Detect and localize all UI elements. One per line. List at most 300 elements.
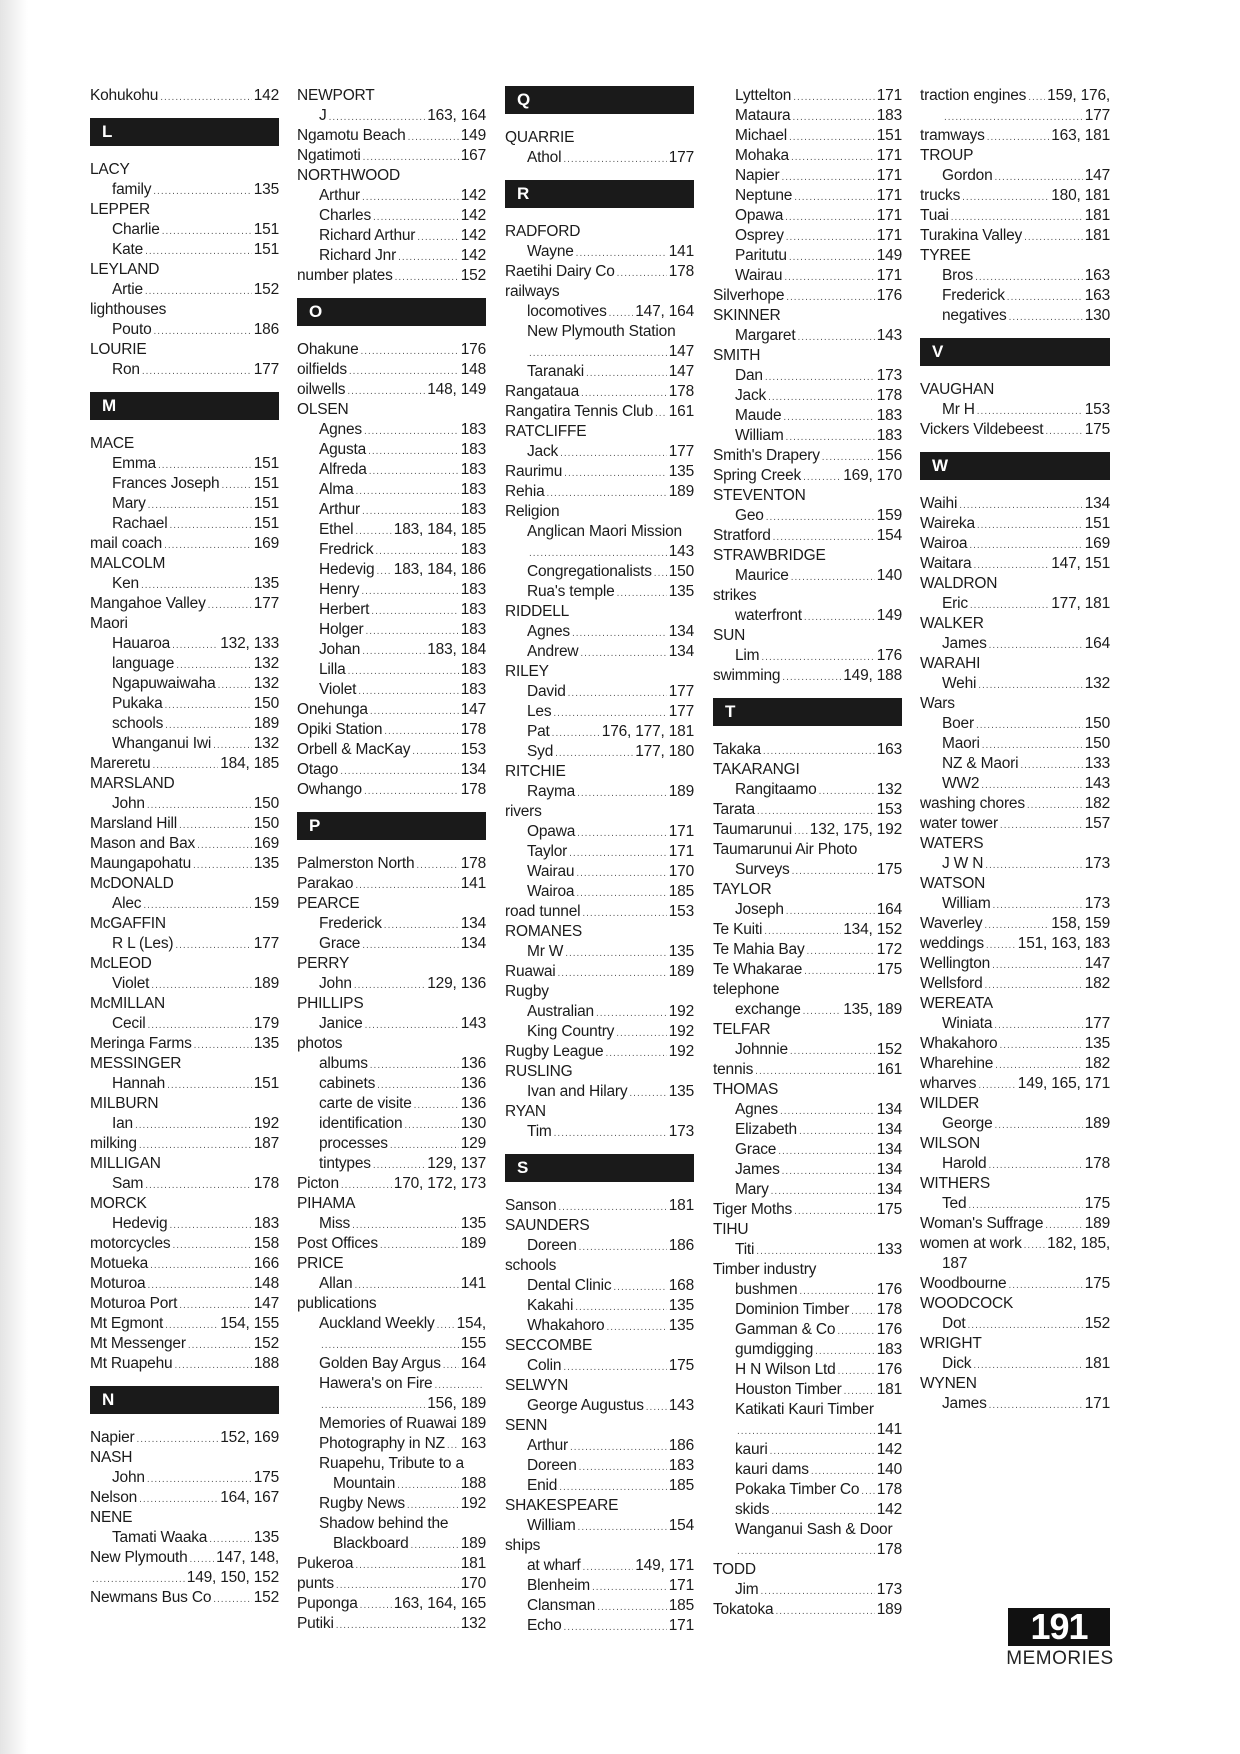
index-entry bbox=[920, 994, 1110, 1014]
entry-label: New Plymouth Station bbox=[527, 323, 676, 340]
entry-label: Newmans Bus Co bbox=[90, 1589, 212, 1606]
dot-leader bbox=[778, 1142, 875, 1162]
index-entry bbox=[713, 586, 902, 606]
dot-leader bbox=[1045, 1216, 1082, 1236]
page-reference: 134 bbox=[876, 1161, 902, 1178]
index-subentry bbox=[297, 580, 486, 600]
dot-leader bbox=[355, 522, 391, 542]
dot-leader bbox=[976, 716, 1083, 736]
dot-leader bbox=[995, 1116, 1083, 1136]
index-subentry bbox=[505, 822, 694, 842]
entry-label: Dick bbox=[942, 1355, 972, 1372]
dot-leader bbox=[552, 724, 600, 744]
index-subentry bbox=[713, 426, 902, 446]
entry-label: Athol bbox=[527, 149, 562, 166]
entry-label: oilfields bbox=[297, 361, 347, 378]
entry-label: Rugby News bbox=[319, 1495, 405, 1512]
index-entry bbox=[505, 1496, 694, 1516]
page-reference: 163 bbox=[460, 1435, 486, 1452]
dot-leader bbox=[803, 468, 841, 488]
entry-label: Richard Arthur bbox=[319, 227, 416, 244]
entry-label: Mary bbox=[112, 495, 146, 512]
dot-leader bbox=[321, 1336, 459, 1356]
dot-leader bbox=[152, 756, 218, 776]
page-reference: 150 bbox=[253, 815, 279, 832]
dot-leader bbox=[995, 1056, 1083, 1076]
entry-label: punts bbox=[297, 1575, 334, 1592]
dot-leader bbox=[580, 644, 666, 664]
entry-label: kauri dams bbox=[735, 1461, 809, 1478]
page-reference: 183 bbox=[876, 107, 902, 124]
index-subentry bbox=[297, 440, 486, 460]
index-entry bbox=[90, 1154, 279, 1174]
entry-label: OLSEN bbox=[297, 401, 349, 418]
entry-label: Kohukohu bbox=[90, 87, 159, 104]
index-entry bbox=[90, 1508, 279, 1528]
dot-leader bbox=[553, 704, 666, 724]
dot-leader bbox=[147, 1016, 251, 1036]
index-subentry bbox=[920, 1194, 1110, 1214]
entry-label: oilwells bbox=[297, 381, 346, 398]
dot-leader bbox=[792, 862, 875, 882]
index-entry bbox=[920, 974, 1110, 994]
entry-label: albums bbox=[319, 1055, 368, 1072]
index-entry bbox=[920, 186, 1110, 206]
page-reference: 150 bbox=[1084, 735, 1110, 752]
page-reference: 177 bbox=[1084, 107, 1110, 124]
dot-leader bbox=[782, 668, 841, 688]
dot-leader bbox=[154, 322, 252, 342]
dot-leader bbox=[771, 1182, 875, 1202]
dot-leader bbox=[347, 382, 425, 402]
page-reference: 149, 171 bbox=[635, 1557, 694, 1574]
entry-label: Neptune bbox=[735, 187, 793, 204]
entry-label: Enid bbox=[527, 1477, 558, 1494]
page-reference: 147 bbox=[1084, 955, 1110, 972]
index-subentry bbox=[713, 1280, 902, 1300]
dot-leader bbox=[172, 636, 218, 656]
index-entry bbox=[297, 1254, 486, 1274]
page-reference: 183 bbox=[460, 481, 486, 498]
index-subentry bbox=[90, 674, 279, 694]
index-subentry bbox=[713, 1180, 902, 1200]
page-reference: 181 bbox=[1084, 207, 1110, 224]
entry-label: TAKARANGI bbox=[713, 761, 800, 778]
index-entry bbox=[920, 1034, 1110, 1054]
entry-label: Alec bbox=[112, 895, 142, 912]
index-entry bbox=[505, 1102, 694, 1122]
index-subentry bbox=[90, 714, 279, 734]
page-reference: 135 bbox=[1084, 1035, 1110, 1052]
section-letter-header: T bbox=[713, 698, 902, 726]
entry-label: Dental Clinic bbox=[527, 1277, 612, 1294]
index-subentry bbox=[505, 782, 694, 802]
page-reference: 157 bbox=[1084, 815, 1110, 832]
dot-leader bbox=[770, 1442, 875, 1462]
index-subentry bbox=[90, 220, 279, 240]
index-entry bbox=[713, 526, 902, 546]
entry-label: Nelson bbox=[90, 1489, 138, 1506]
index-subentry bbox=[920, 774, 1110, 794]
index-entry bbox=[505, 422, 694, 442]
entry-label: Syd bbox=[527, 743, 554, 760]
entry-label: Parakao bbox=[297, 875, 354, 892]
section-letter-header: L bbox=[90, 118, 279, 146]
dot-leader bbox=[397, 1476, 459, 1496]
index-subentry bbox=[920, 594, 1110, 614]
entry-label: Hedevig bbox=[319, 561, 375, 578]
index-subentry bbox=[297, 914, 486, 934]
dot-leader bbox=[364, 422, 459, 442]
entry-label: Mt Egmont bbox=[90, 1315, 164, 1332]
dot-leader bbox=[336, 1616, 459, 1636]
entry-label: Lyttelton bbox=[735, 87, 792, 104]
page-reference: 147 bbox=[668, 343, 694, 360]
index-subentry bbox=[90, 1114, 279, 1134]
book-title-label: MEMORIES bbox=[1006, 1648, 1114, 1669]
page-reference: 181 bbox=[460, 1555, 486, 1572]
page-reference: 185 bbox=[668, 1477, 694, 1494]
entry-label: at wharf bbox=[527, 1557, 581, 1574]
dot-leader bbox=[775, 1602, 874, 1622]
dot-leader bbox=[1028, 88, 1045, 108]
dot-leader bbox=[803, 1002, 842, 1022]
index-entry bbox=[920, 1074, 1110, 1094]
index-entry bbox=[90, 914, 279, 934]
index-subentry bbox=[713, 1520, 902, 1540]
page-reference: 179 bbox=[253, 1015, 279, 1032]
dot-leader bbox=[819, 782, 875, 802]
entry-label: Wellsford bbox=[920, 975, 983, 992]
index-subentry bbox=[505, 1356, 694, 1376]
entry-label: tintypes bbox=[319, 1155, 371, 1172]
dot-leader bbox=[655, 404, 667, 424]
page-reference: 169 bbox=[253, 835, 279, 852]
index-subentry bbox=[505, 1276, 694, 1296]
entry-label: Doreen bbox=[527, 1457, 577, 1474]
dot-leader bbox=[1009, 308, 1083, 328]
dot-leader bbox=[993, 896, 1083, 916]
entry-label: negatives bbox=[942, 307, 1007, 324]
entry-label: VAUGHAN bbox=[920, 381, 995, 398]
index-entry bbox=[505, 962, 694, 982]
page-reference: 168 bbox=[668, 1277, 694, 1294]
entry-label: railways bbox=[505, 283, 560, 300]
index-entry bbox=[713, 760, 902, 780]
entry-label: Wellington bbox=[920, 955, 991, 972]
dot-leader bbox=[951, 208, 1083, 228]
index-entry bbox=[90, 614, 279, 634]
index-subentry bbox=[713, 386, 902, 406]
dot-leader bbox=[791, 148, 875, 168]
index-subentry bbox=[920, 286, 1110, 306]
dot-leader bbox=[563, 1358, 666, 1378]
dot-leader bbox=[348, 662, 459, 682]
dot-leader bbox=[92, 1570, 185, 1590]
dot-leader bbox=[373, 208, 459, 228]
index-subentry bbox=[297, 480, 486, 500]
page-reference: 171 bbox=[876, 87, 902, 104]
page-reference: 158 bbox=[253, 1235, 279, 1252]
index-subentry bbox=[90, 1528, 279, 1548]
entry-label: SMITH bbox=[713, 347, 761, 364]
entry-label: RILEY bbox=[505, 663, 549, 680]
dot-leader bbox=[221, 476, 251, 496]
index-entry bbox=[920, 1094, 1110, 1114]
page-reference: 175 bbox=[253, 1469, 279, 1486]
entry-label: William bbox=[942, 895, 991, 912]
page-reference: 189 bbox=[1084, 1115, 1110, 1132]
entry-label: Clansman bbox=[527, 1597, 596, 1614]
dot-leader bbox=[761, 648, 874, 668]
entry-label: Ivan and Hilary bbox=[527, 1083, 628, 1100]
page-reference: 183 bbox=[253, 1215, 279, 1232]
page-reference: 178 bbox=[668, 383, 694, 400]
entry-label: Kakahi bbox=[527, 1297, 574, 1314]
page-reference: 183 bbox=[876, 427, 902, 444]
page-reference: 173 bbox=[668, 1123, 694, 1140]
dot-leader bbox=[547, 484, 667, 504]
page-reference: 153 bbox=[668, 903, 694, 920]
index-subentry bbox=[920, 714, 1110, 734]
dot-leader bbox=[148, 496, 252, 516]
index-entry bbox=[90, 534, 279, 554]
dot-leader bbox=[811, 1462, 875, 1482]
entry-label: weddings bbox=[920, 935, 984, 952]
dot-leader bbox=[737, 1422, 875, 1442]
page-reference: 136 bbox=[460, 1055, 486, 1072]
entry-label: TAYLOR bbox=[713, 881, 772, 898]
dot-leader bbox=[613, 1278, 666, 1298]
entry-label: Wairau bbox=[735, 267, 783, 284]
page-reference: 149 bbox=[876, 247, 902, 264]
entry-label: H N Wilson Ltd bbox=[735, 1361, 836, 1378]
index-subentry bbox=[920, 400, 1110, 420]
page-reference: 177 bbox=[1084, 1015, 1110, 1032]
entry-label: MESSINGER bbox=[90, 1055, 182, 1072]
entry-label: MILLIGAN bbox=[90, 1155, 161, 1172]
entry-label: Blenheim bbox=[527, 1577, 591, 1594]
entry-label: Owhango bbox=[297, 781, 362, 798]
index-entry bbox=[920, 126, 1110, 146]
index-entry bbox=[297, 340, 486, 360]
index-subentry bbox=[505, 302, 694, 322]
dot-leader bbox=[968, 1196, 1082, 1216]
index-entry bbox=[713, 286, 902, 306]
index-subentry bbox=[90, 1074, 279, 1094]
dot-leader bbox=[208, 596, 252, 616]
index-entry bbox=[297, 1174, 486, 1194]
dot-leader bbox=[362, 642, 425, 662]
dot-leader bbox=[558, 964, 667, 984]
index-entry bbox=[920, 146, 1110, 166]
page-reference: 183 bbox=[460, 621, 486, 638]
entry-label: Maungapohatu bbox=[90, 855, 192, 872]
dot-leader bbox=[780, 1102, 875, 1122]
entry-label: Taranaki bbox=[527, 363, 584, 380]
index-entry bbox=[297, 266, 486, 286]
entry-label: mail coach bbox=[90, 535, 163, 552]
dot-leader bbox=[364, 782, 459, 802]
entry-label: Dan bbox=[735, 367, 763, 384]
entry-label: Rachael bbox=[112, 515, 168, 532]
index-entry bbox=[90, 1294, 279, 1314]
page-reference: 142 bbox=[460, 247, 486, 264]
index-entry bbox=[90, 1334, 279, 1354]
page-reference: 151 bbox=[253, 241, 279, 258]
index-subentry bbox=[297, 226, 486, 246]
entry-label: kauri bbox=[735, 1441, 768, 1458]
dot-leader bbox=[989, 1396, 1083, 1416]
entry-label: Grace bbox=[319, 935, 361, 952]
dot-leader bbox=[158, 456, 252, 476]
dot-leader bbox=[365, 622, 458, 642]
section-letter-header: R bbox=[505, 180, 694, 208]
entry-label: John bbox=[112, 795, 145, 812]
index-subentry bbox=[713, 366, 902, 386]
dot-leader bbox=[987, 128, 1050, 148]
index-entry bbox=[713, 740, 902, 760]
entry-label: LACY bbox=[90, 161, 130, 178]
dot-leader bbox=[143, 896, 251, 916]
page-reference: 133 bbox=[1084, 755, 1110, 772]
dot-leader bbox=[763, 742, 875, 762]
entry-label: Marsland Hill bbox=[90, 815, 177, 832]
page-reference: 134 bbox=[876, 1101, 902, 1118]
index-column-1 bbox=[90, 86, 279, 1608]
index-subentry bbox=[713, 1460, 902, 1480]
index-entry bbox=[297, 1194, 486, 1214]
page-reference: 154 bbox=[876, 527, 902, 544]
entry-label: ROMANES bbox=[505, 923, 582, 940]
page-reference: 175 bbox=[1084, 1195, 1110, 1212]
page-reference: 148 bbox=[253, 1275, 279, 1292]
entry-label: Mr H bbox=[942, 401, 975, 418]
entry-label: Johnnie bbox=[735, 1041, 788, 1058]
page-reference: 177, 180 bbox=[635, 743, 694, 760]
dot-leader bbox=[784, 268, 874, 288]
page-reference: 183 bbox=[460, 601, 486, 618]
entry-label: Arthur bbox=[527, 1437, 569, 1454]
dot-leader bbox=[985, 856, 1083, 876]
dot-leader bbox=[756, 1242, 874, 1262]
page-reference: 181 bbox=[876, 1381, 902, 1398]
dot-leader bbox=[582, 904, 666, 924]
index-subentry bbox=[713, 900, 902, 920]
page-number: 191 bbox=[1008, 1608, 1110, 1646]
entry-label: Andrew bbox=[527, 643, 579, 660]
page-reference: 152 bbox=[876, 1041, 902, 1058]
entry-label: WRIGHT bbox=[920, 1335, 982, 1352]
entry-label: Waireka bbox=[920, 515, 975, 532]
index-subentry bbox=[90, 240, 279, 260]
dot-leader bbox=[606, 1318, 666, 1338]
entry-label: WARAHI bbox=[920, 655, 981, 672]
entry-label: Dot bbox=[942, 1315, 966, 1332]
index-subentry bbox=[90, 654, 279, 674]
page-reference: 171 bbox=[668, 1617, 694, 1634]
page-reference: 177 bbox=[253, 595, 279, 612]
index-subentry bbox=[713, 1500, 902, 1520]
page-reference: 153 bbox=[876, 801, 902, 818]
dot-leader bbox=[1007, 288, 1083, 308]
entry-label: Mohaka bbox=[735, 147, 789, 164]
index-subentry bbox=[297, 186, 486, 206]
dot-leader bbox=[354, 976, 425, 996]
entry-label: PHILLIPS bbox=[297, 995, 364, 1012]
entry-label: NORTHWOOD bbox=[297, 167, 400, 184]
dot-leader bbox=[564, 1618, 667, 1638]
page-reference: 143 bbox=[668, 1397, 694, 1414]
index-subentry bbox=[920, 1314, 1110, 1334]
index-subentry bbox=[90, 360, 279, 380]
page-reference: 186 bbox=[668, 1237, 694, 1254]
entry-label: Orbell & MacKay bbox=[297, 741, 411, 758]
index-subentry bbox=[297, 246, 486, 266]
page-reference: 166 bbox=[253, 1255, 279, 1272]
page-reference: 178 bbox=[876, 1541, 902, 1558]
index-subentry bbox=[713, 106, 902, 126]
entry-label: Te Mahia Bay bbox=[713, 941, 805, 958]
entry-label: MACE bbox=[90, 435, 134, 452]
index-entry bbox=[90, 1548, 279, 1568]
dot-leader bbox=[978, 676, 1083, 696]
index-subentry bbox=[297, 680, 486, 700]
entry-label: tennis bbox=[713, 1061, 754, 1078]
entry-label: Palmerston North bbox=[297, 855, 415, 872]
section-letter-header: W bbox=[920, 452, 1110, 480]
entry-label: Gamman & Co bbox=[735, 1321, 836, 1338]
page-reference: 134 bbox=[876, 1121, 902, 1138]
entry-label: Meringa Farms bbox=[90, 1035, 192, 1052]
index-entry bbox=[920, 1334, 1110, 1354]
page-reference: 186 bbox=[668, 1437, 694, 1454]
page-reference: 159, 176, bbox=[1047, 87, 1110, 104]
index-subentry bbox=[713, 1240, 902, 1260]
index-subentry bbox=[713, 1580, 902, 1600]
dot-leader bbox=[577, 824, 667, 844]
page-reference: 173 bbox=[1084, 855, 1110, 872]
entry-label: George Augustus bbox=[527, 1397, 644, 1414]
dot-leader bbox=[447, 1436, 459, 1456]
page-reference: 134 bbox=[460, 915, 486, 932]
entry-label: Allan bbox=[319, 1275, 353, 1292]
entry-label: Hannah bbox=[112, 1075, 166, 1092]
page-reference: 187 bbox=[253, 1135, 279, 1152]
entry-label: Hedevig bbox=[112, 1215, 168, 1232]
index-entry bbox=[90, 1428, 279, 1448]
index-entry bbox=[90, 86, 279, 106]
page-reference: 135 bbox=[668, 463, 694, 480]
index-entry bbox=[920, 934, 1110, 954]
entry-label: David bbox=[527, 683, 566, 700]
page-reference: 154, bbox=[456, 1315, 486, 1332]
page-reference: 189 bbox=[460, 1415, 486, 1432]
dot-leader bbox=[851, 1302, 875, 1322]
section-letter-header: V bbox=[920, 338, 1110, 366]
dot-leader bbox=[555, 744, 633, 764]
dot-leader bbox=[968, 1316, 1083, 1336]
entry-label: WALDRON bbox=[920, 575, 998, 592]
dot-leader bbox=[147, 796, 252, 816]
dot-leader bbox=[1045, 422, 1082, 442]
entry-label: MILBURN bbox=[90, 1095, 159, 1112]
dot-leader bbox=[380, 1236, 459, 1256]
page-reference: 170, 172, 173 bbox=[393, 1175, 486, 1192]
page-reference: 136 bbox=[460, 1095, 486, 1112]
page-reference: 156, 189 bbox=[427, 1395, 486, 1412]
entry-label: Pukeroa bbox=[297, 1555, 354, 1572]
